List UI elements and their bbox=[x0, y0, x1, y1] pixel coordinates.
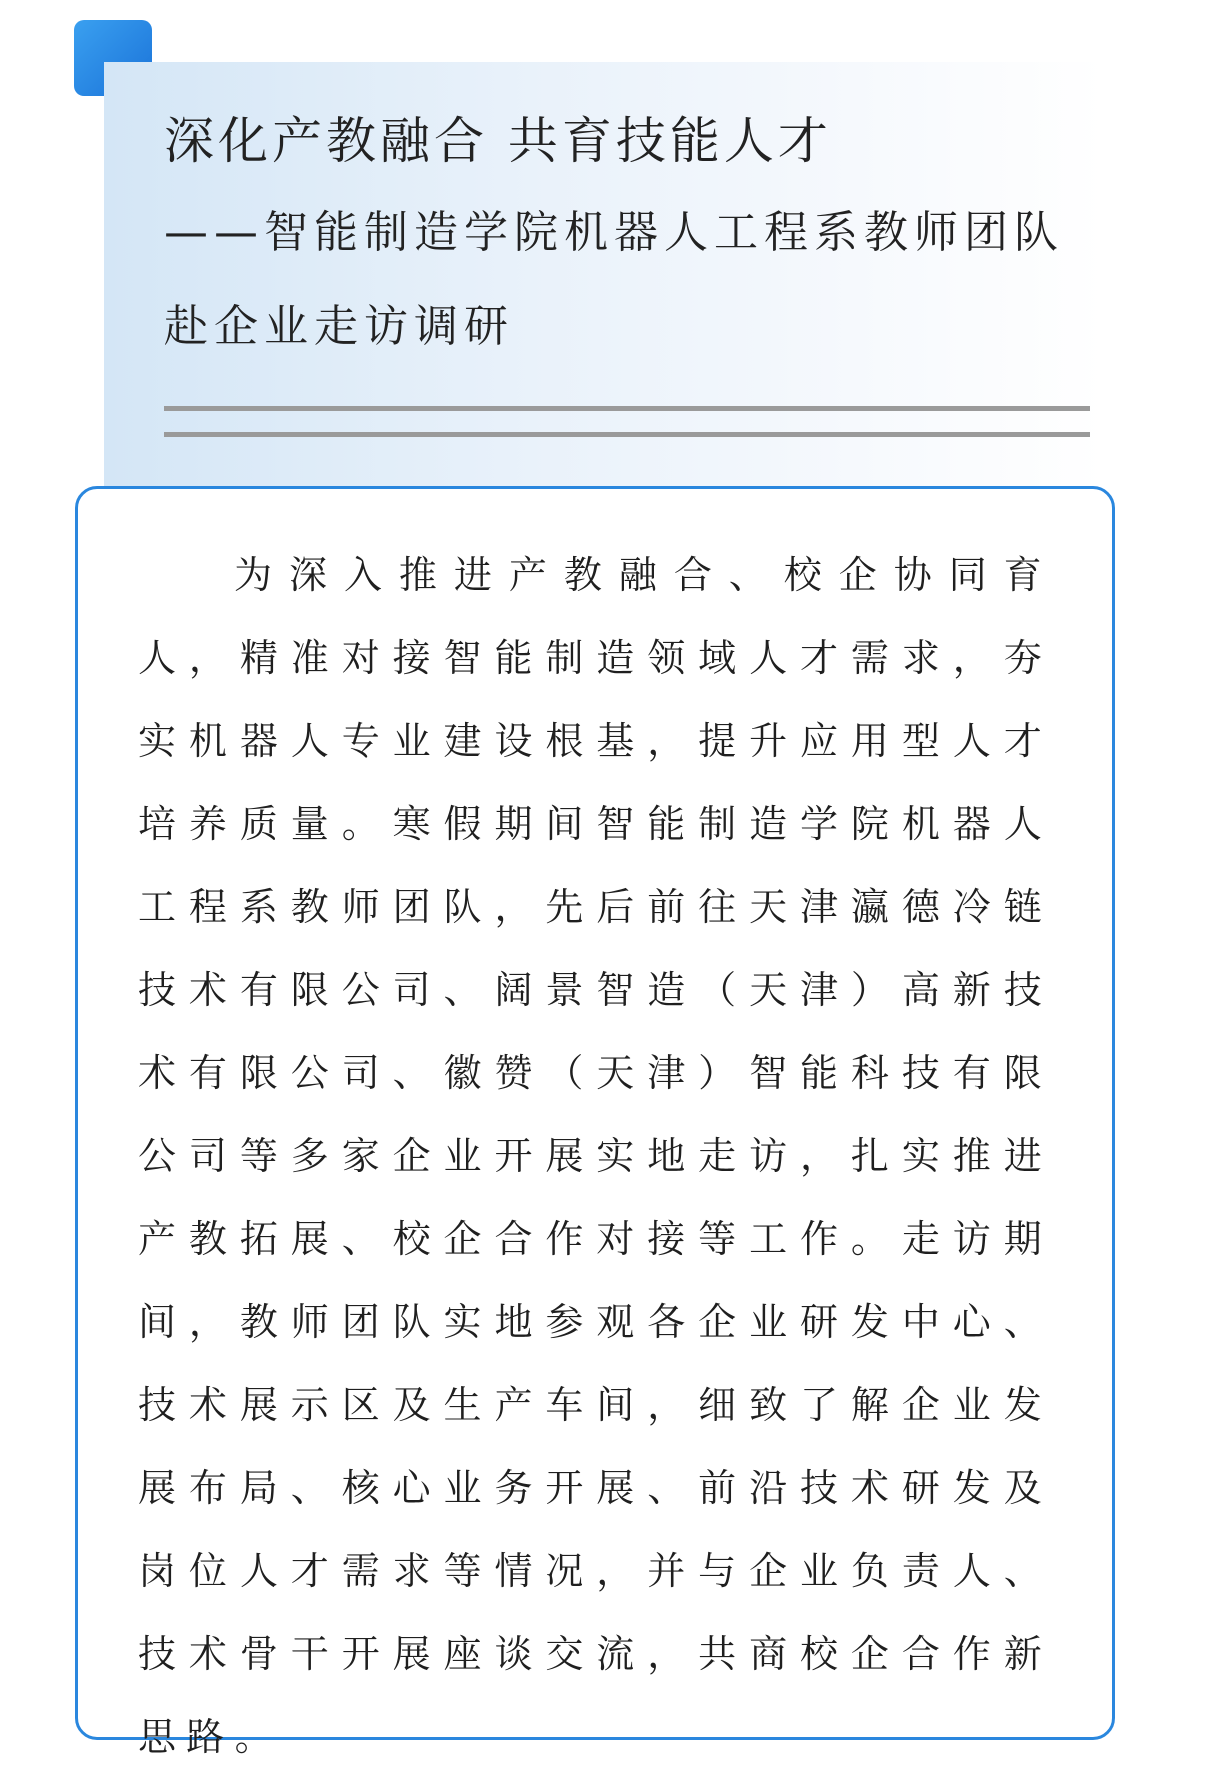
article-paragraph: 为深入推进产教融合、校企协同育人，精准对接智能制造领域人才需求，夯实机器人专业建设根基，提升应用型人才培养质量。寒假期间智能制造学院机器人工程系教师团队，先后前往天津瀛德冷链技术有限公司、阔景智造（天津）高新技术有限公司、徽赞（天津）智能科技有限公司等多家企业开展实地走访，扎实推进产教拓展、校企合作对接等工作。走访期间，教师团队实地参观各企业研发中心、技术展示区及生产车间，细致了解企业发展布局、核心业务开展、前沿技术研发及岗位人才需求等情况，并与企业负责人、技术骨干开展座谈交流，共商校企合作新思路。 bbox=[138, 553, 1052, 1759]
page-title: 深化产教融合 共育技能人才 bbox=[164, 112, 832, 170]
page-subtitle: ——智能制造学院机器人工程系教师团队赴企业走访调研 bbox=[164, 207, 1064, 352]
divider-line-bottom bbox=[164, 432, 1090, 437]
divider-line-top bbox=[164, 406, 1090, 411]
title-block bbox=[164, 96, 1104, 374]
